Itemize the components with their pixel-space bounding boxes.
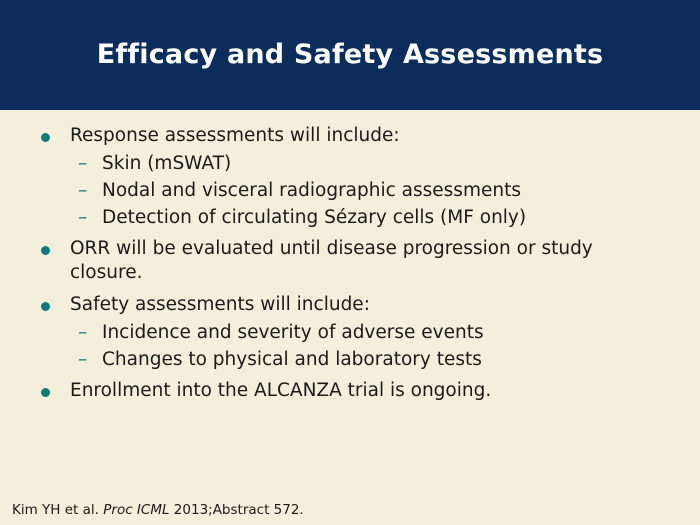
sub-bullet-text: Skin (mSWAT): [102, 153, 232, 174]
sub-bullet-item: [0, 179, 700, 203]
bullet-item: [0, 237, 700, 285]
dash-icon: –: [78, 153, 88, 174]
bullet-text: Safety assessments will include:: [70, 294, 370, 315]
bullet-item: [0, 379, 700, 403]
title-bar: [0, 0, 700, 110]
bullet-text: ORR will be evaluated until disease progression or study closure.: [70, 238, 593, 283]
slide-title: Efficacy and Safety Assessments: [96, 39, 604, 70]
sub-bullet-text: Incidence and severity of adverse events: [102, 322, 484, 343]
sub-bullet-text: Nodal and visceral radiographic assessments: [102, 180, 521, 201]
bullet-dot-icon: [41, 133, 50, 142]
dash-icon: –: [78, 207, 88, 228]
citation: [12, 501, 304, 519]
citation-details: 2013;Abstract 572.: [173, 502, 304, 518]
sub-bullet-item: [0, 321, 700, 345]
sub-bullet-text: Detection of circulating Sézary cells (MF only): [102, 207, 527, 228]
bullet-item: [0, 293, 700, 317]
bullet-text: Enrollment into the ALCANZA trial is ongoing.: [70, 380, 492, 401]
citation-authors: Kim YH et al.: [12, 502, 99, 518]
citation-journal: Proc ICML: [103, 502, 170, 518]
dash-icon: –: [78, 322, 88, 343]
bullet-dot-icon: [41, 302, 50, 311]
dash-icon: –: [78, 180, 88, 201]
sub-bullet-item: [0, 348, 700, 372]
sub-bullet-item: [0, 152, 700, 176]
bullet-item: [0, 124, 700, 148]
bullet-dot-icon: [41, 246, 50, 255]
dash-icon: –: [78, 349, 88, 370]
bullet-dot-icon: [41, 388, 50, 397]
sub-bullet-text: Changes to physical and laboratory tests: [102, 349, 482, 370]
bullet-text: Response assessments will include:: [70, 125, 400, 146]
bullet-list: [0, 124, 700, 407]
sub-bullet-item: [0, 206, 700, 230]
